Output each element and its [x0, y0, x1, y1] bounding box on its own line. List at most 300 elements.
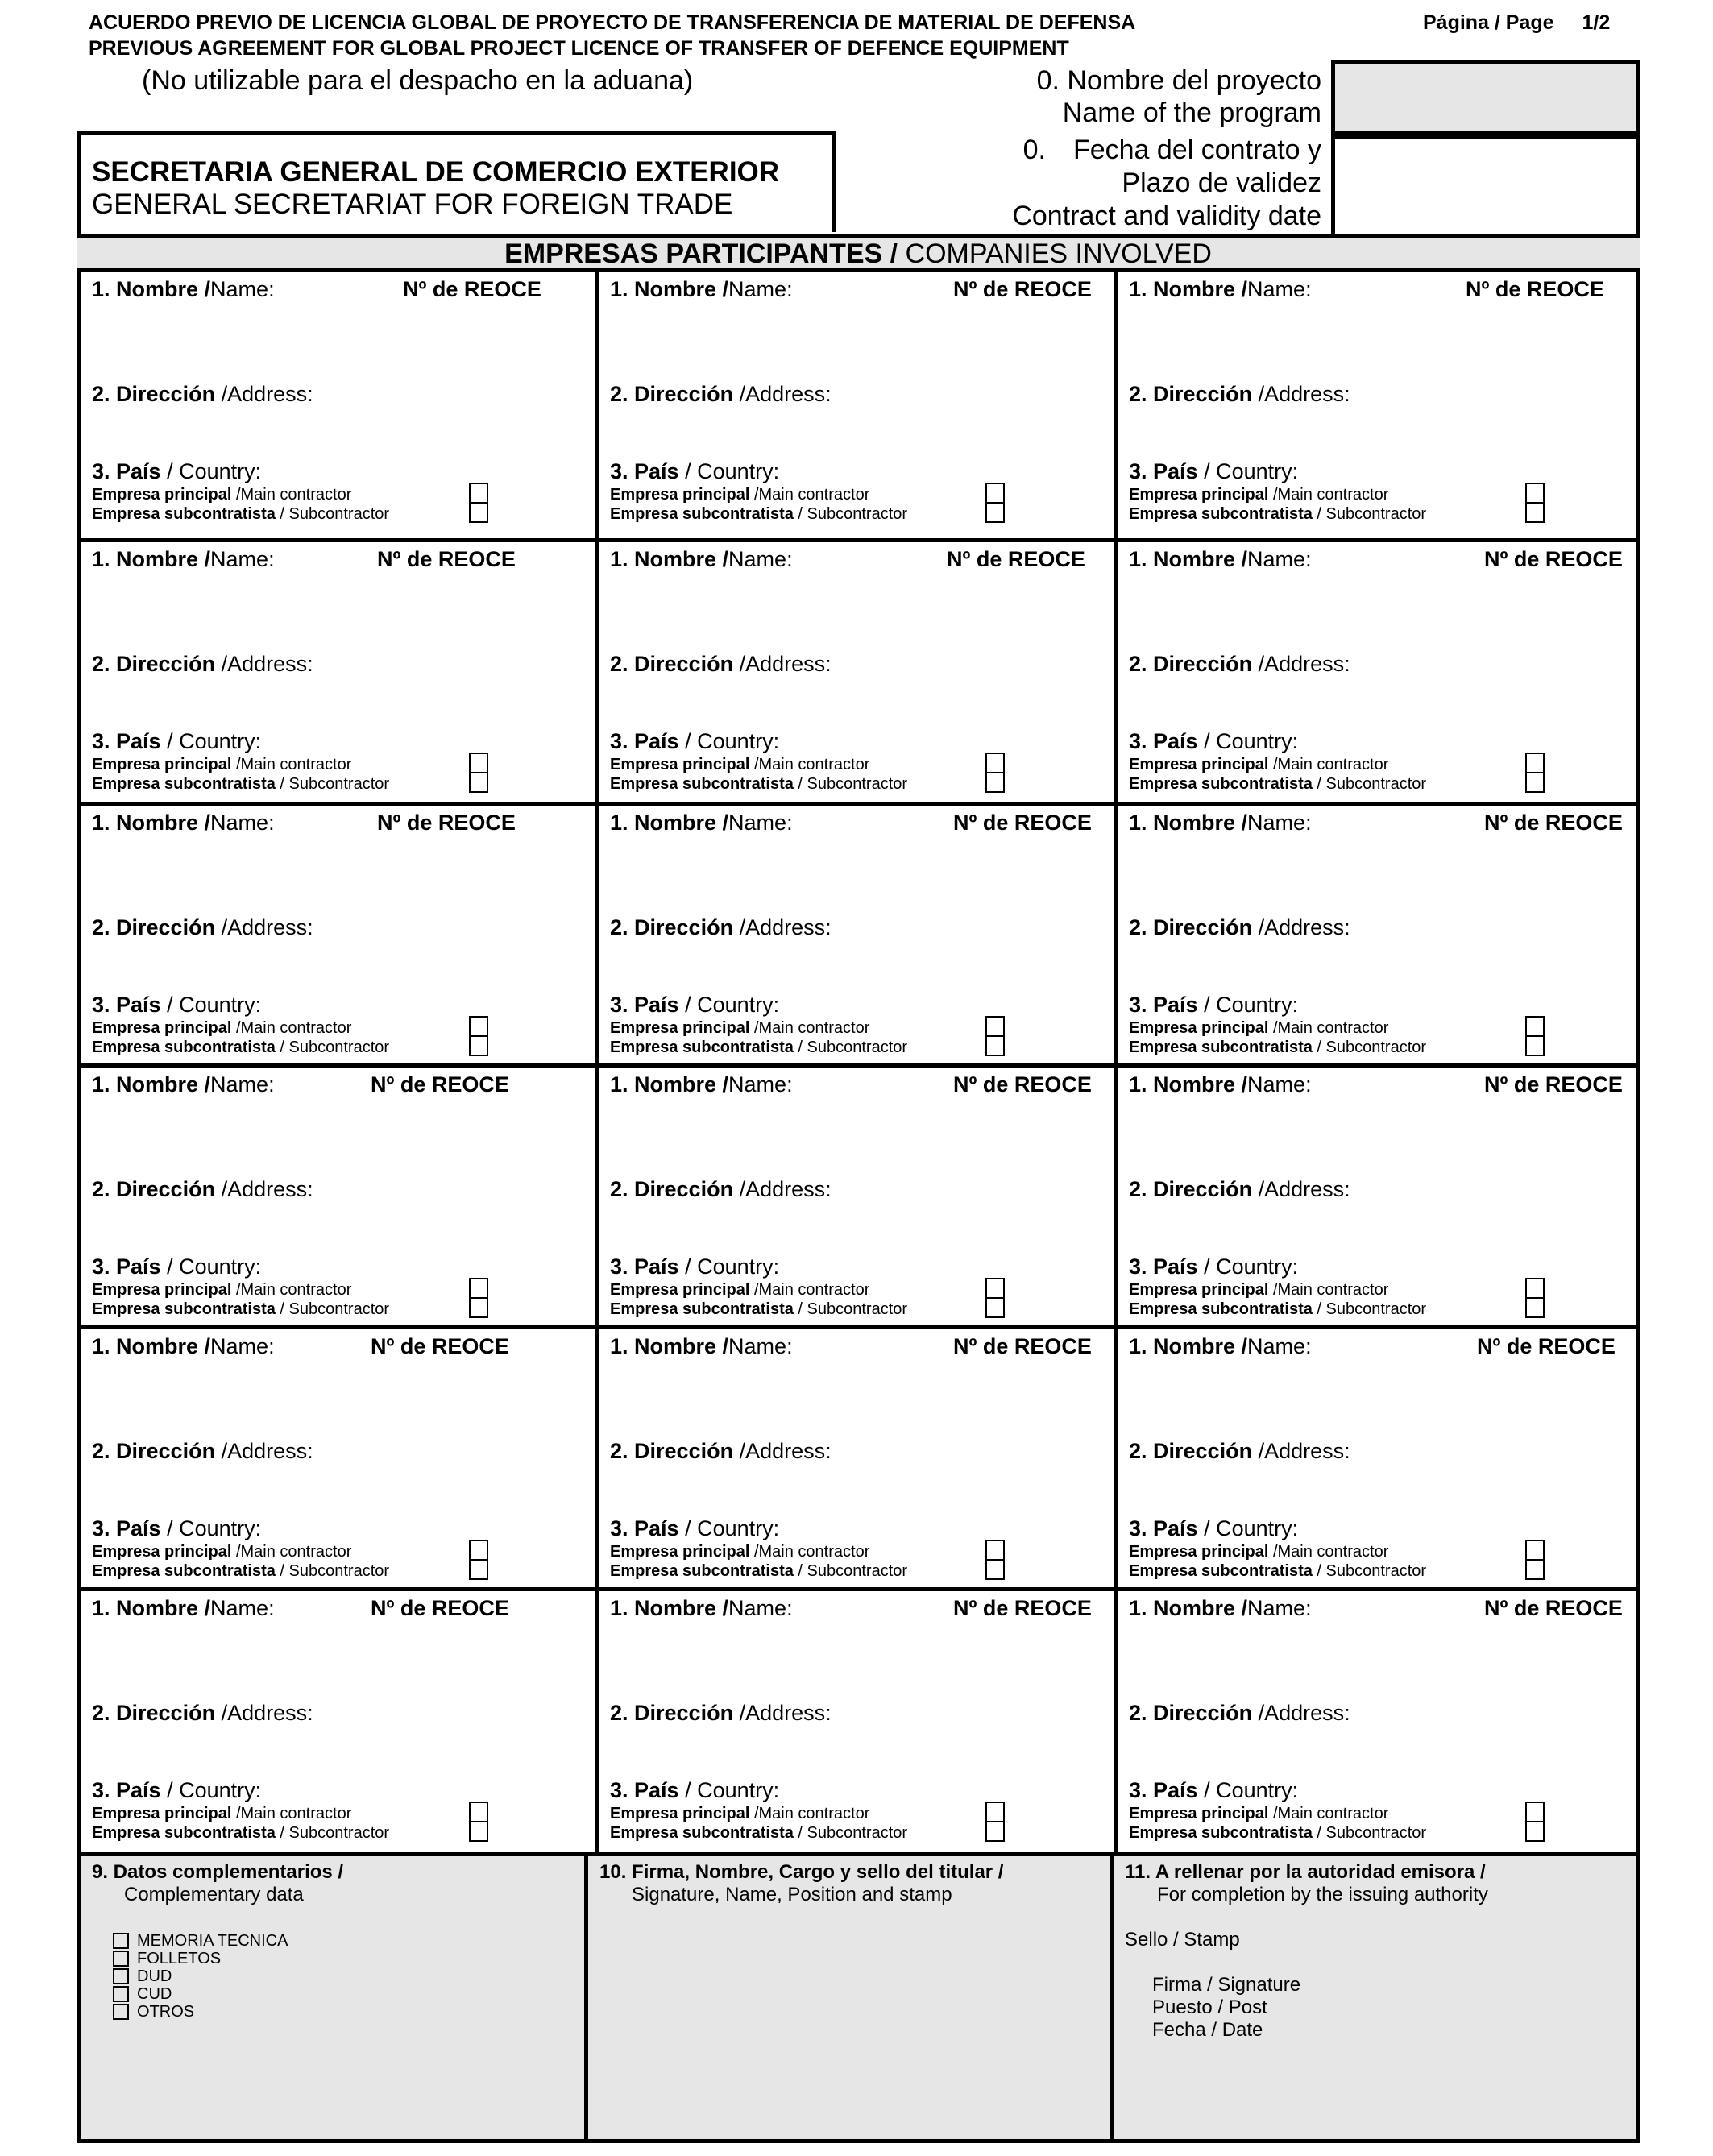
subcontractor-en: / Subcontractor [275, 1039, 390, 1056]
subcontractor-bold: Empresa subcontratista [610, 505, 794, 523]
post-label: Puesto / Post [1152, 1996, 1267, 2018]
subcontractor-label [610, 505, 907, 524]
main-contractor-label [92, 1805, 351, 1823]
authority-name-es: SECRETARIA GENERAL DE COMERCIO EXTERIOR [92, 156, 780, 188]
main-contractor-checkbox[interactable] [985, 1540, 1005, 1561]
main-contractor-label [1129, 486, 1388, 504]
main-contractor-label [1129, 756, 1388, 774]
main-contractor-bold: Empresa principal [610, 756, 750, 773]
subcontractor-checkbox[interactable] [1525, 1559, 1545, 1580]
main-contractor-checkbox[interactable] [985, 1802, 1005, 1822]
option-cud[interactable]: CUD [113, 1985, 288, 2003]
country-label-en: / Country: [678, 459, 780, 483]
company-country-label [610, 459, 779, 484]
country-label-en: / Country: [160, 1516, 262, 1540]
main-contractor-checkbox[interactable] [1525, 1540, 1545, 1561]
company-name-label [92, 277, 275, 302]
company-address-label: 2. Dirección /Address: [92, 382, 313, 406]
country-label-bold: 3. País [610, 729, 679, 753]
main-contractor-en: /Main contractor [1268, 1019, 1389, 1037]
subcontractor-bold: Empresa subcontratista [92, 1039, 276, 1056]
name-label-en: Name: [1247, 1334, 1312, 1358]
company-country-label [1129, 1254, 1298, 1279]
main-contractor-checkbox[interactable] [1525, 483, 1545, 504]
option-technical-report[interactable]: MEMORIA TECNICA [113, 1932, 288, 1950]
address-label-bold: 2. Dirección [92, 1177, 216, 1201]
main-contractor-label [92, 1019, 351, 1038]
address-label-bold: 2. Dirección [92, 1701, 216, 1725]
address-label-bold: 2. Dirección [610, 1439, 734, 1463]
company-address-label: 2. Dirección /Address: [1129, 1439, 1350, 1463]
address-label-bold: 2. Dirección [1129, 382, 1253, 406]
name-label-en: Name: [210, 811, 275, 835]
company-name-label [610, 1072, 793, 1097]
main-contractor-bold: Empresa principal [610, 1543, 750, 1561]
company-cell[interactable] [1118, 1591, 1636, 1852]
main-contractor-label [92, 1281, 351, 1300]
name-label-en: Name: [210, 547, 275, 571]
name-label-en: Name: [1247, 1072, 1312, 1097]
address-label-en: Address: [1264, 1177, 1350, 1201]
column-divider [1114, 272, 1118, 1856]
company-cell[interactable] [1118, 806, 1636, 1063]
company-cell[interactable] [1118, 272, 1636, 538]
main-contractor-en: /Main contractor [749, 1019, 870, 1037]
company-cell[interactable] [81, 542, 595, 802]
main-contractor-label [92, 1543, 351, 1561]
program-label: 0. Nombre del proyecto Name of the program [1036, 65, 1321, 128]
checkbox[interactable] [113, 1986, 129, 2002]
complementary-options [113, 1932, 288, 2021]
company-address-label: 2. Dirección /Address: [610, 915, 832, 939]
company-address-label: 2. Dirección /Address: [92, 915, 313, 939]
reoce-label: Nº de REOCE [953, 1072, 1092, 1097]
contract-date-field[interactable] [1331, 131, 1640, 234]
company-country-label [610, 993, 779, 1018]
address-label-en: Address: [745, 1701, 832, 1725]
subcontractor-bold: Empresa subcontratista [610, 775, 794, 793]
section-9-subtitle: Complementary data [124, 1884, 304, 1905]
country-label-en: / Country: [1197, 729, 1299, 753]
authority-name-en: GENERAL SECRETARIAT FOR FOREIGN TRADE [92, 189, 733, 220]
subcontractor-label [92, 505, 389, 524]
country-label-bold: 3. País [610, 1516, 679, 1540]
name-label-en: Name: [210, 277, 275, 301]
main-contractor-bold: Empresa principal [92, 1019, 232, 1037]
address-label-bold: 2. Dirección [610, 1701, 734, 1725]
company-address-label: 2. Dirección /Address: [610, 652, 832, 676]
main-contractor-checkbox[interactable] [985, 753, 1005, 773]
country-label-en: / Country: [1197, 459, 1299, 483]
subcontractor-checkbox[interactable] [469, 772, 488, 793]
main-contractor-label [92, 756, 351, 774]
name-label-en: Name: [728, 811, 793, 835]
address-label-en: Address: [1264, 915, 1350, 939]
subcontractor-bold: Empresa subcontratista [92, 775, 276, 793]
country-label-bold: 3. País [92, 1778, 161, 1802]
reoce-label: Nº de REOCE [1477, 1334, 1616, 1358]
main-contractor-checkbox[interactable] [469, 1540, 488, 1561]
name-label-bold: 1. Nombre / [610, 1072, 729, 1097]
main-contractor-checkbox[interactable] [469, 1016, 488, 1037]
subcontractor-bold: Empresa subcontratista [1129, 775, 1313, 793]
subcontractor-checkbox[interactable] [985, 1559, 1005, 1580]
company-cell[interactable] [1118, 1329, 1636, 1587]
main-contractor-bold: Empresa principal [92, 1281, 232, 1299]
name-label-bold: 1. Nombre / [92, 1596, 211, 1620]
main-contractor-label [610, 1805, 869, 1823]
address-label-bold: 2. Dirección [92, 1439, 216, 1463]
main-contractor-en: /Main contractor [1268, 1281, 1389, 1299]
subcontractor-checkbox[interactable] [1525, 1035, 1545, 1056]
subcontractor-checkbox[interactable] [985, 1821, 1005, 1842]
subcontractor-en: / Subcontractor [793, 1300, 908, 1318]
name-label-bold: 1. Nombre / [610, 811, 729, 835]
company-country-label [610, 729, 779, 754]
main-contractor-en: /Main contractor [1268, 1543, 1389, 1561]
main-contractor-bold: Empresa principal [1129, 1543, 1269, 1561]
address-label-en: Address: [745, 915, 832, 939]
name-label-en: Name: [1247, 811, 1312, 835]
option-dud[interactable]: DUD [113, 1967, 288, 1985]
company-cell[interactable] [81, 1329, 595, 1587]
subcontractor-label [1129, 1562, 1426, 1581]
subcontractor-en: / Subcontractor [1312, 1824, 1427, 1842]
subcontractor-en: / Subcontractor [1312, 775, 1427, 793]
company-cell[interactable] [81, 1591, 595, 1852]
main-contractor-en: /Main contractor [1268, 756, 1389, 773]
company-cell[interactable] [1118, 1068, 1636, 1325]
subcontractor-checkbox[interactable] [469, 502, 488, 523]
main-contractor-en: /Main contractor [1268, 1805, 1389, 1822]
reoce-label: Nº de REOCE [1484, 1072, 1623, 1097]
name-label-bold: 1. Nombre / [610, 277, 729, 301]
column-divider [595, 272, 599, 1856]
main-contractor-label [1129, 1019, 1388, 1038]
company-cell[interactable] [599, 542, 1114, 802]
company-country-label [92, 459, 261, 484]
company-cell[interactable] [599, 1329, 1114, 1587]
subcontractor-bold: Empresa subcontratista [1129, 1562, 1313, 1580]
company-address-label: 2. Dirección /Address: [610, 382, 832, 406]
section-11-subtitle: For completion by the issuing authority [1157, 1884, 1488, 1905]
country-label-en: / Country: [1197, 1254, 1299, 1279]
subcontractor-label [92, 1300, 389, 1319]
program-name-field[interactable] [1331, 60, 1640, 139]
company-address-label: 2. Dirección /Address: [92, 1177, 313, 1201]
reoce-label: Nº de REOCE [953, 1596, 1092, 1620]
company-name-label [92, 547, 275, 572]
name-label-bold: 1. Nombre / [92, 1334, 211, 1358]
companies-header: EMPRESAS PARTICIPANTES / COMPANIES INVOLVED [77, 234, 1640, 272]
main-contractor-label [610, 1019, 869, 1038]
company-address-label: 2. Dirección /Address: [610, 1701, 832, 1725]
subcontractor-checkbox[interactable] [1525, 1821, 1545, 1842]
name-label-en: Name: [210, 1596, 275, 1620]
subcontractor-label [610, 1824, 907, 1843]
country-label-en: / Country: [678, 993, 780, 1017]
company-address-label: 2. Dirección /Address: [92, 652, 313, 676]
company-address-label: 2. Dirección /Address: [92, 1439, 313, 1463]
subcontractor-checkbox[interactable] [469, 1035, 488, 1056]
name-label-en: Name: [728, 1334, 793, 1358]
subcontractor-en: / Subcontractor [275, 1824, 390, 1842]
reoce-label: Nº de REOCE [953, 811, 1092, 835]
company-cell[interactable] [81, 1068, 595, 1325]
main-contractor-label [1129, 1281, 1388, 1300]
name-label-bold: 1. Nombre / [610, 1334, 729, 1358]
address-label-en: Address: [745, 1439, 832, 1463]
company-country-label [610, 1778, 779, 1803]
address-label-en: Address: [1264, 382, 1350, 406]
main-contractor-bold: Empresa principal [1129, 1281, 1269, 1299]
country-label-bold: 3. País [1129, 1254, 1198, 1279]
main-contractor-bold: Empresa principal [610, 1019, 750, 1037]
company-country-label [1129, 459, 1298, 484]
company-name-label [610, 1596, 793, 1621]
checkbox[interactable] [113, 1933, 129, 1949]
reoce-label: Nº de REOCE [377, 811, 516, 835]
reoce-label: Nº de REOCE [1466, 277, 1604, 301]
company-address-label: 2. Dirección /Address: [1129, 1177, 1350, 1201]
main-contractor-en: /Main contractor [1268, 486, 1389, 504]
subcontractor-label [1129, 1300, 1426, 1319]
subcontractor-checkbox[interactable] [985, 1035, 1005, 1056]
subcontractor-en: / Subcontractor [275, 1300, 390, 1318]
issuing-authority-section [1114, 1856, 1636, 2139]
country-label-en: / Country: [160, 1254, 262, 1279]
name-label-en: Name: [728, 277, 793, 301]
subcontractor-checkbox[interactable] [985, 772, 1005, 793]
address-label-bold: 2. Dirección [610, 382, 734, 406]
company-country-label [92, 1254, 261, 1279]
company-name-label [1129, 1596, 1312, 1621]
name-label-bold: 1. Nombre / [92, 1072, 211, 1097]
customs-note: (No utilizable para el despacho en la aduana) [142, 65, 694, 96]
subcontractor-label [610, 1039, 907, 1057]
company-country-label [1129, 1778, 1298, 1803]
main-contractor-en: /Main contractor [231, 1019, 352, 1037]
reoce-label: Nº de REOCE [371, 1596, 509, 1620]
address-label-en: Address: [1264, 1701, 1350, 1725]
subcontractor-checkbox[interactable] [469, 1297, 488, 1318]
subcontractor-bold: Empresa subcontratista [92, 1300, 276, 1318]
name-label-en: Name: [1247, 547, 1312, 571]
subcontractor-en: / Subcontractor [793, 775, 908, 793]
main-contractor-bold: Empresa principal [92, 1543, 232, 1561]
name-label-en: Name: [728, 547, 793, 571]
main-contractor-label [1129, 1543, 1388, 1561]
name-label-bold: 1. Nombre / [1129, 547, 1248, 571]
company-cell[interactable] [81, 806, 595, 1063]
address-label-bold: 2. Dirección [610, 652, 734, 676]
name-label-bold: 1. Nombre / [1129, 277, 1248, 301]
company-name-label [610, 547, 793, 572]
name-label-bold: 1. Nombre / [92, 277, 211, 301]
address-label-en: Address: [1264, 1439, 1350, 1463]
company-country-label [92, 729, 261, 754]
subcontractor-en: / Subcontractor [793, 1562, 908, 1580]
subcontractor-bold: Empresa subcontratista [92, 505, 276, 523]
main-contractor-bold: Empresa principal [1129, 756, 1269, 773]
subcontractor-label [610, 1562, 907, 1581]
address-label-en: Address: [1264, 652, 1350, 676]
main-contractor-label [610, 486, 869, 504]
address-label-en: Address: [227, 652, 313, 676]
subcontractor-en: / Subcontractor [793, 1039, 908, 1056]
main-contractor-checkbox[interactable] [985, 483, 1005, 504]
company-address-label: 2. Dirección /Address: [92, 1701, 313, 1725]
address-label-en: Address: [745, 1177, 832, 1201]
subcontractor-checkbox[interactable] [1525, 502, 1545, 523]
company-country-label [1129, 729, 1298, 754]
main-contractor-bold: Empresa principal [92, 756, 232, 773]
company-name-label [1129, 547, 1312, 572]
company-cell[interactable] [599, 272, 1114, 538]
address-label-bold: 2. Dirección [1129, 1701, 1253, 1725]
section-11-title: 11. A rellenar por la autoridad emisora / [1125, 1861, 1486, 1883]
subcontractor-bold: Empresa subcontratista [610, 1562, 794, 1580]
main-contractor-bold: Empresa principal [1129, 1805, 1269, 1822]
company-cell[interactable] [81, 272, 595, 538]
address-label-bold: 2. Dirección [1129, 1177, 1253, 1201]
company-name-label [92, 811, 275, 835]
subcontractor-label [92, 1562, 389, 1581]
main-contractor-checkbox[interactable] [1525, 1016, 1545, 1037]
main-contractor-checkbox[interactable] [1525, 1278, 1545, 1299]
country-label-bold: 3. País [92, 729, 161, 753]
company-name-label [92, 1334, 275, 1359]
subcontractor-en: / Subcontractor [793, 505, 908, 523]
address-label-en: Address: [227, 915, 313, 939]
company-country-label [610, 1516, 779, 1541]
main-contractor-en: /Main contractor [231, 1281, 352, 1299]
checkbox[interactable] [113, 1968, 129, 1984]
company-cell[interactable] [599, 806, 1114, 1063]
main-contractor-checkbox[interactable] [985, 1016, 1005, 1037]
company-cell[interactable] [599, 1068, 1114, 1325]
main-contractor-en: /Main contractor [749, 1543, 870, 1561]
name-label-bold: 1. Nombre / [1129, 1072, 1248, 1097]
country-label-bold: 3. País [610, 1254, 679, 1279]
subcontractor-en: / Subcontractor [275, 1562, 390, 1580]
reoce-label: Nº de REOCE [953, 1334, 1092, 1358]
subcontractor-checkbox[interactable] [1525, 772, 1545, 793]
form-title-es: ACUERDO PREVIO DE LICENCIA GLOBAL DE PROYECTO DE TRANSFERENCIA DE MATERIAL DE DEFENSA [89, 11, 1136, 34]
form-title [89, 10, 1378, 61]
subcontractor-bold: Empresa subcontratista [1129, 1039, 1313, 1056]
main-contractor-en: /Main contractor [749, 756, 870, 773]
address-label-bold: 2. Dirección [92, 382, 216, 406]
company-address-label: 2. Dirección /Address: [1129, 1701, 1350, 1725]
company-country-label [610, 1254, 779, 1279]
option-brochures[interactable]: FOLLETOS [113, 1950, 288, 1967]
section-10-subtitle: Signature, Name, Position and stamp [632, 1884, 952, 1905]
row-divider [77, 1587, 1640, 1591]
address-label-bold: 2. Dirección [1129, 652, 1253, 676]
page-indicator [1423, 10, 1610, 35]
main-contractor-checkbox[interactable] [469, 1802, 488, 1822]
subcontractor-checkbox[interactable] [469, 1821, 488, 1842]
reoce-label: Nº de REOCE [371, 1334, 509, 1358]
address-label-en: Address: [227, 1439, 313, 1463]
company-name-label [610, 1334, 793, 1359]
main-contractor-label [610, 1281, 869, 1300]
country-label-en: / Country: [1197, 1516, 1299, 1540]
country-label-bold: 3. País [1129, 1778, 1198, 1802]
subcontractor-bold: Empresa subcontratista [1129, 1824, 1313, 1842]
company-cell[interactable] [1118, 542, 1636, 802]
address-label-en: Address: [227, 1701, 313, 1725]
name-label-en: Name: [728, 1072, 793, 1097]
company-country-label [1129, 993, 1298, 1018]
subcontractor-label [1129, 775, 1426, 794]
subcontractor-bold: Empresa subcontratista [1129, 505, 1313, 523]
subcontractor-checkbox[interactable] [469, 1559, 488, 1580]
country-label-en: / Country: [678, 1516, 780, 1540]
address-label-en: Address: [227, 1177, 313, 1201]
main-contractor-bold: Empresa principal [610, 1805, 750, 1822]
subcontractor-checkbox[interactable] [1525, 1297, 1545, 1318]
main-contractor-label [610, 756, 869, 774]
date-label: Fecha / Date [1152, 2019, 1263, 2041]
country-label-bold: 3. País [1129, 993, 1198, 1017]
company-name-label [610, 277, 793, 302]
country-label-en: / Country: [160, 459, 262, 483]
name-label-bold: 1. Nombre / [1129, 1334, 1248, 1358]
subcontractor-bold: Empresa subcontratista [610, 1300, 794, 1318]
country-label-en: / Country: [1197, 993, 1299, 1017]
subcontractor-en: / Subcontractor [793, 1824, 908, 1842]
option-others[interactable]: OTROS [113, 2003, 288, 2021]
subcontractor-label [92, 1824, 389, 1843]
subcontractor-label [92, 775, 389, 794]
row-divider [77, 1325, 1640, 1329]
main-contractor-checkbox[interactable] [985, 1278, 1005, 1299]
main-contractor-checkbox[interactable] [469, 753, 488, 773]
main-contractor-checkbox[interactable] [469, 483, 488, 504]
reoce-label: Nº de REOCE [1484, 811, 1623, 835]
main-contractor-checkbox[interactable] [469, 1278, 488, 1299]
country-label-bold: 3. País [1129, 1516, 1198, 1540]
reoce-label: Nº de REOCE [403, 277, 541, 301]
subcontractor-checkbox[interactable] [985, 502, 1005, 523]
row-divider [77, 1063, 1640, 1068]
main-contractor-bold: Empresa principal [610, 1281, 750, 1299]
address-label-bold: 2. Dirección [1129, 1439, 1253, 1463]
form-title-en: PREVIOUS AGREEMENT FOR GLOBAL PROJECT LICENCE OF TRANSFER OF DEFENCE EQUIPMENT [89, 37, 1069, 60]
address-label-en: Address: [745, 652, 832, 676]
row-divider [77, 538, 1640, 542]
checkbox[interactable] [113, 2004, 129, 2020]
main-contractor-en: /Main contractor [231, 1805, 352, 1822]
checkbox[interactable] [113, 1951, 129, 1967]
company-cell[interactable] [599, 1591, 1114, 1852]
address-label-bold: 2. Dirección [92, 915, 216, 939]
holder-signature-section[interactable] [588, 1856, 1110, 2139]
main-contractor-en: /Main contractor [231, 486, 352, 504]
company-name-label [92, 1072, 275, 1097]
main-contractor-bold: Empresa principal [92, 486, 232, 504]
country-label-en: / Country: [160, 1778, 262, 1802]
name-label-en: Name: [210, 1334, 275, 1358]
company-name-label [1129, 811, 1312, 835]
main-contractor-checkbox[interactable] [1525, 753, 1545, 773]
section-9-title: 9. Datos complementarios / [92, 1861, 344, 1883]
subcontractor-checkbox[interactable] [985, 1297, 1005, 1318]
company-name-label [1129, 1334, 1312, 1359]
main-contractor-checkbox[interactable] [1525, 1802, 1545, 1822]
